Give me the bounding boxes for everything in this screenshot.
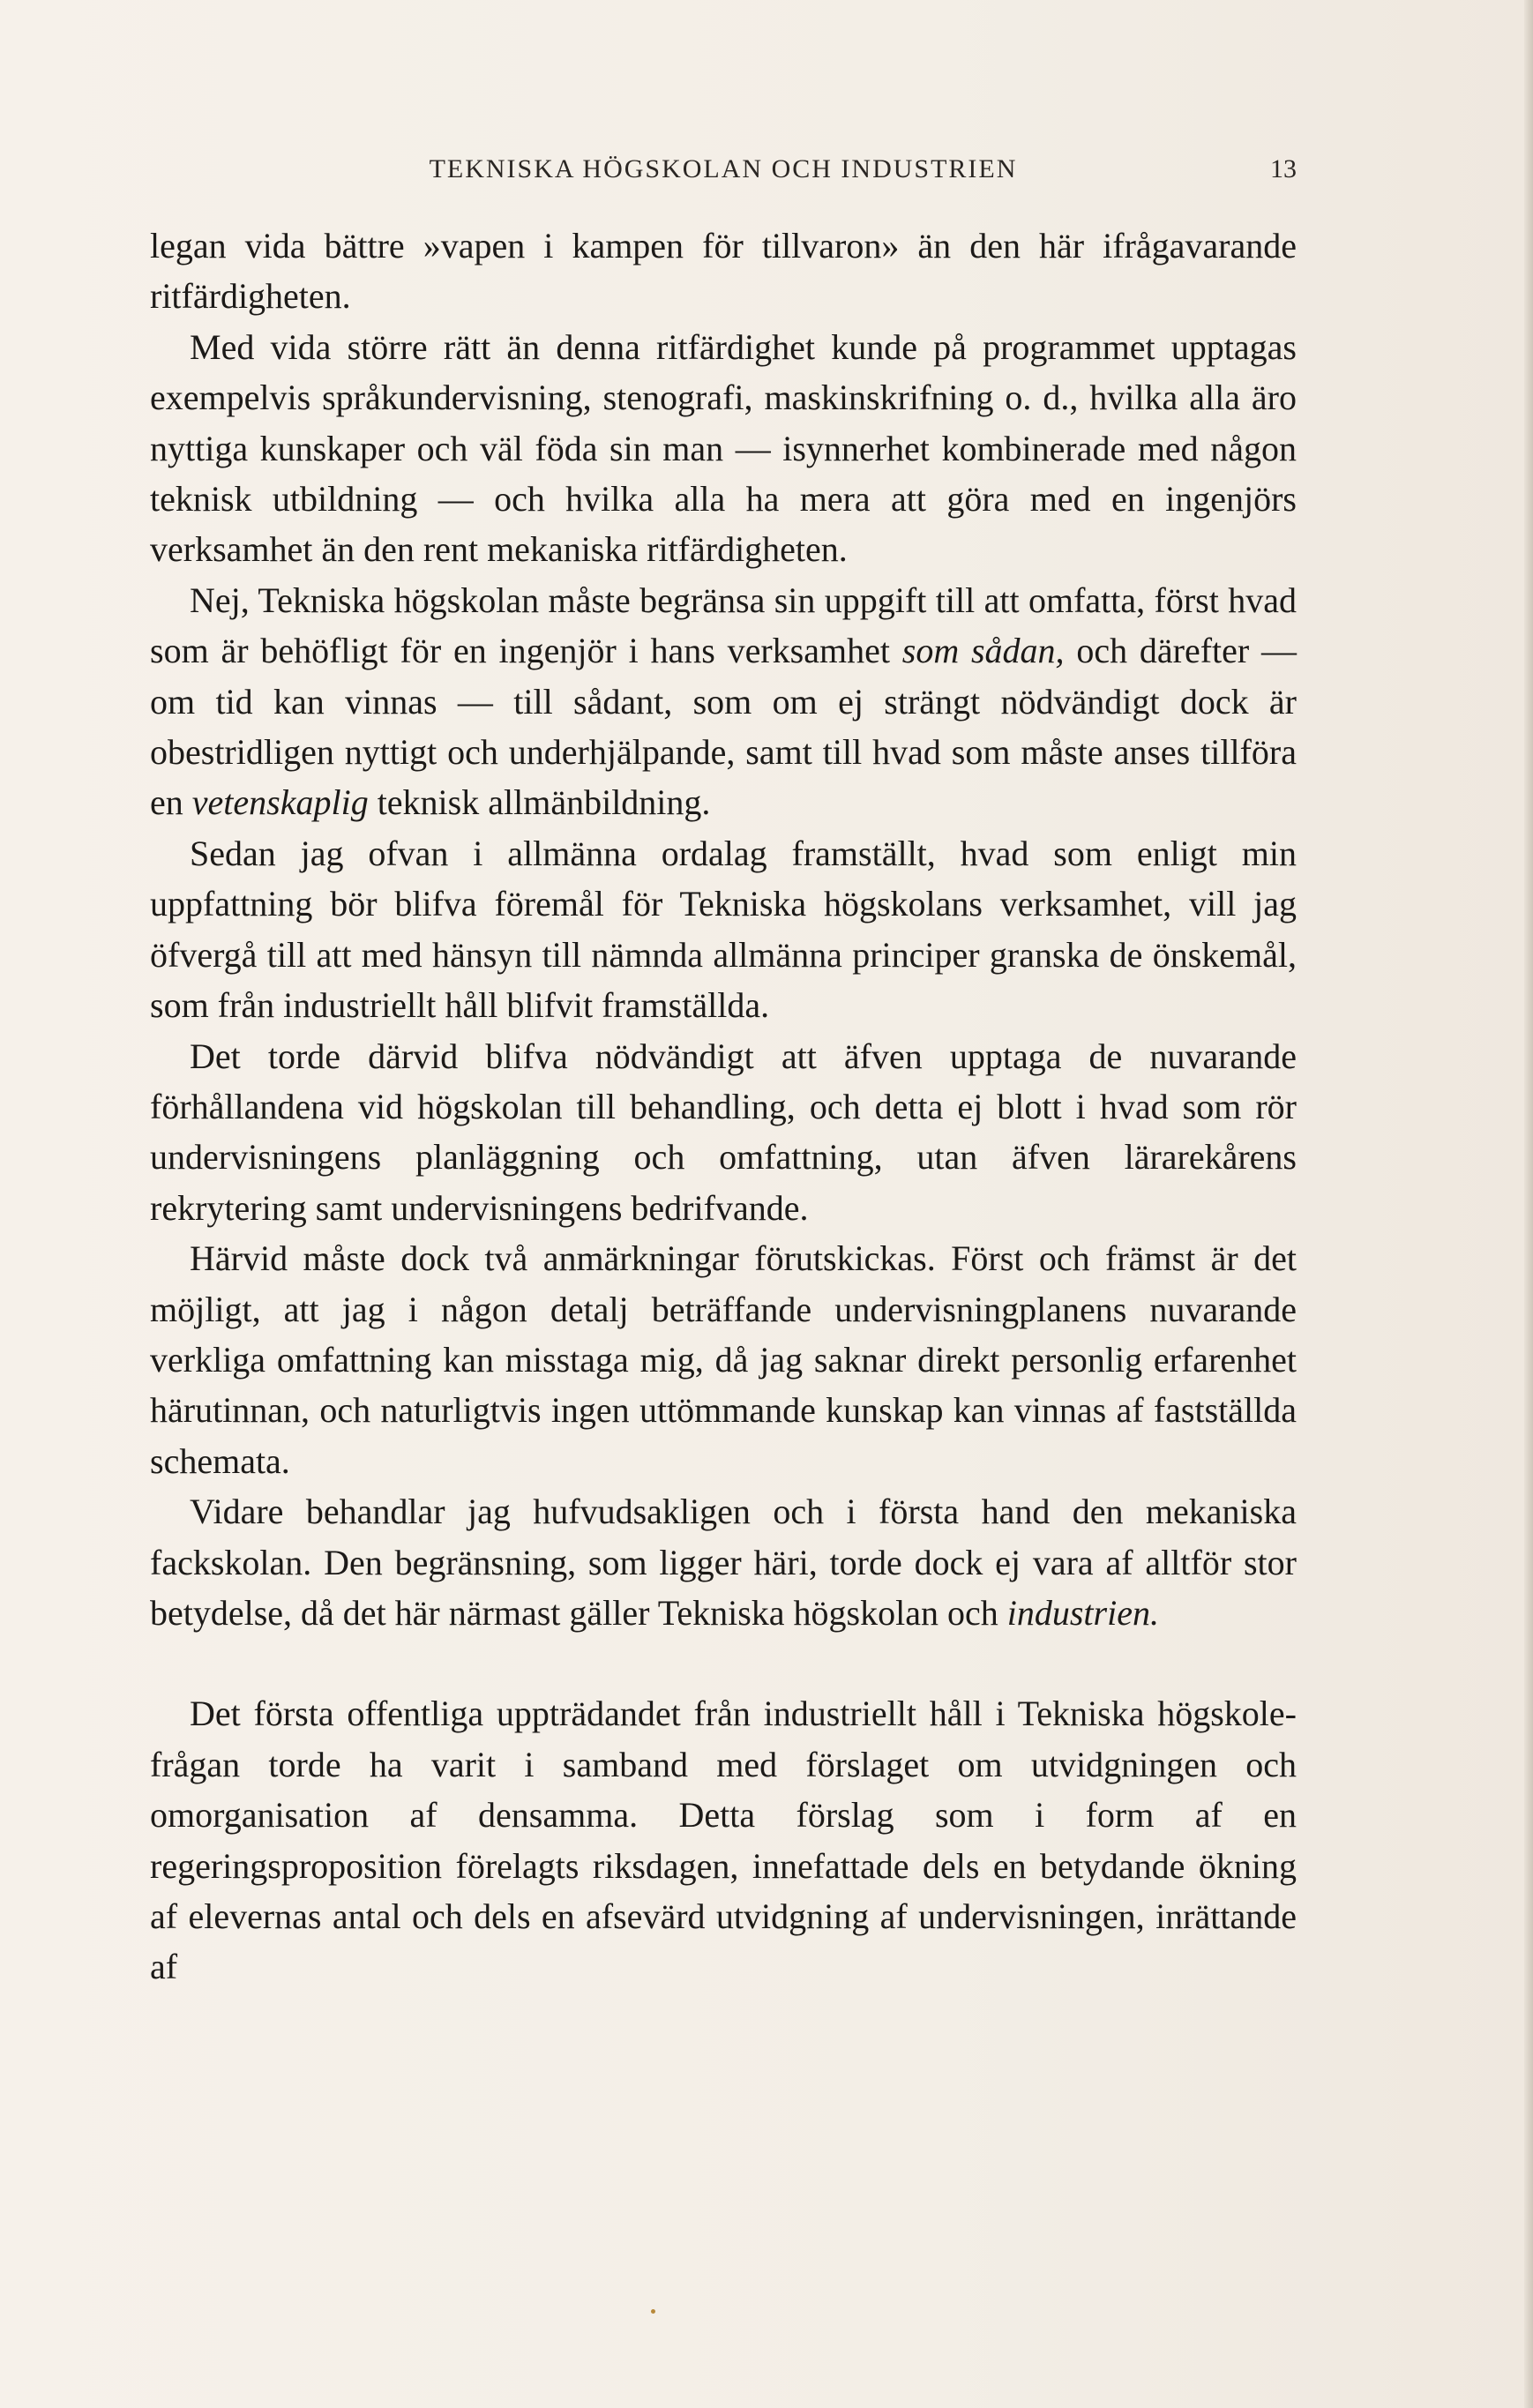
- paragraph-5: Det torde därvid blifva nödvändigt att äfven upptaga de nuvarande förhållandena vid högskolan till behandling, och detta ej blott i hvad som rör undervisningens planläggning och omfattning, utan äfven lärarekårens rekrytering samt undervisningens bedrifvande.: [150, 1036, 1297, 1228]
- body-text: [150, 221, 1297, 1993]
- paragraph-4: Sedan jag ofvan i allmänna ordalag framställt, hvad som enligt min uppfattning bör blifva föremål för Tekniska högskolans verksamhet, vill jag öfvergå till att med hänsyn till nämnda allmänna principer granska de önskemål, som från industriellt håll blifvit framställda.: [150, 833, 1297, 1026]
- paragraph-3-text-b: och därefter — om tid kan vinnas — till sådant, som om ej strängt nödvändigt dock är obestridligen nyttigt och underhjälpande, samt till hvad som måste anses tillföra en: [150, 631, 1297, 823]
- page-edge-shadow: [1524, 0, 1533, 2408]
- paragraph-3: [150, 575, 1297, 828]
- paragraph-3-text-c: teknisk allmänbildning.: [368, 782, 711, 823]
- paragraph-2: Med vida större rätt än denna ritfärdighet kunde på programmet upptagas exempelvis språkundervisning, stenografi, maskinskrifning o. d., hvilka alla äro nyttiga kunskaper och väl föda sin man — isynnerhet kombinerade med någon teknisk utbildning — och hvilka alla ha mera att göra med en ingenjörs verksamhet än den rent mekaniska ritfärdigheten.: [150, 326, 1297, 570]
- page-header: [150, 154, 1297, 198]
- paragraph-1: legan vida bättre »vapen i kampen för tillvaron» än den här ifrågavarande ritfärdigheten.: [150, 226, 1297, 317]
- paragraph-8: Det första offentliga uppträdandet från industriellt håll i Tekniska högskole-frågan torde ha varit i samband med förslaget om utvidgningen och omorganisation af densamma. Detta förslag som i form af en regeringsproposition förelagts riksdagen, innefattade dels en betydande ökning af elevernas antal och dels en afsevärd utvidgning af undervisningen, inrättande af: [150, 1694, 1297, 1987]
- page-number: 13: [1270, 154, 1297, 183]
- paragraph-3-emphasis-2: vetenskaplig: [191, 782, 369, 823]
- print-speck: [651, 2309, 655, 2314]
- paragraph-3-emphasis-1: som sådan,: [901, 631, 1065, 671]
- paragraph-7: [150, 1486, 1297, 1638]
- running-head: TEKNISKA HÖGSKOLAN OCH INDUSTRIEN: [429, 154, 1018, 183]
- paragraph-7-text: Vidare behandlar jag hufvudsakligen och i första hand den mekaniska fackskolan. Den begränsning, som ligger häri, torde dock ej vara af alltför stor betydelse, då det här närmast gäller Tekniska högskolan och: [150, 1492, 1297, 1633]
- paragraph-6: Härvid måste dock två anmärkningar förutskickas. Först och främst är det möjligt, att jag i någon detalj beträffande undervisningplanens nuvarande verkliga omfattning kan misstaga mig, då jag saknar direkt personlig erfarenhet härutinnan, och naturligtvis ingen uttömmande kunskap kan vinnas af fastställda schemata.: [150, 1238, 1297, 1481]
- paragraph-3-text-a: Nej, Tekniska högskolan måste begränsa sin uppgift till att omfatta, först hvad som är behöfligt för en ingenjör i hans verksamhet: [150, 580, 1297, 671]
- paragraph-7-emphasis: industrien.: [1006, 1592, 1159, 1633]
